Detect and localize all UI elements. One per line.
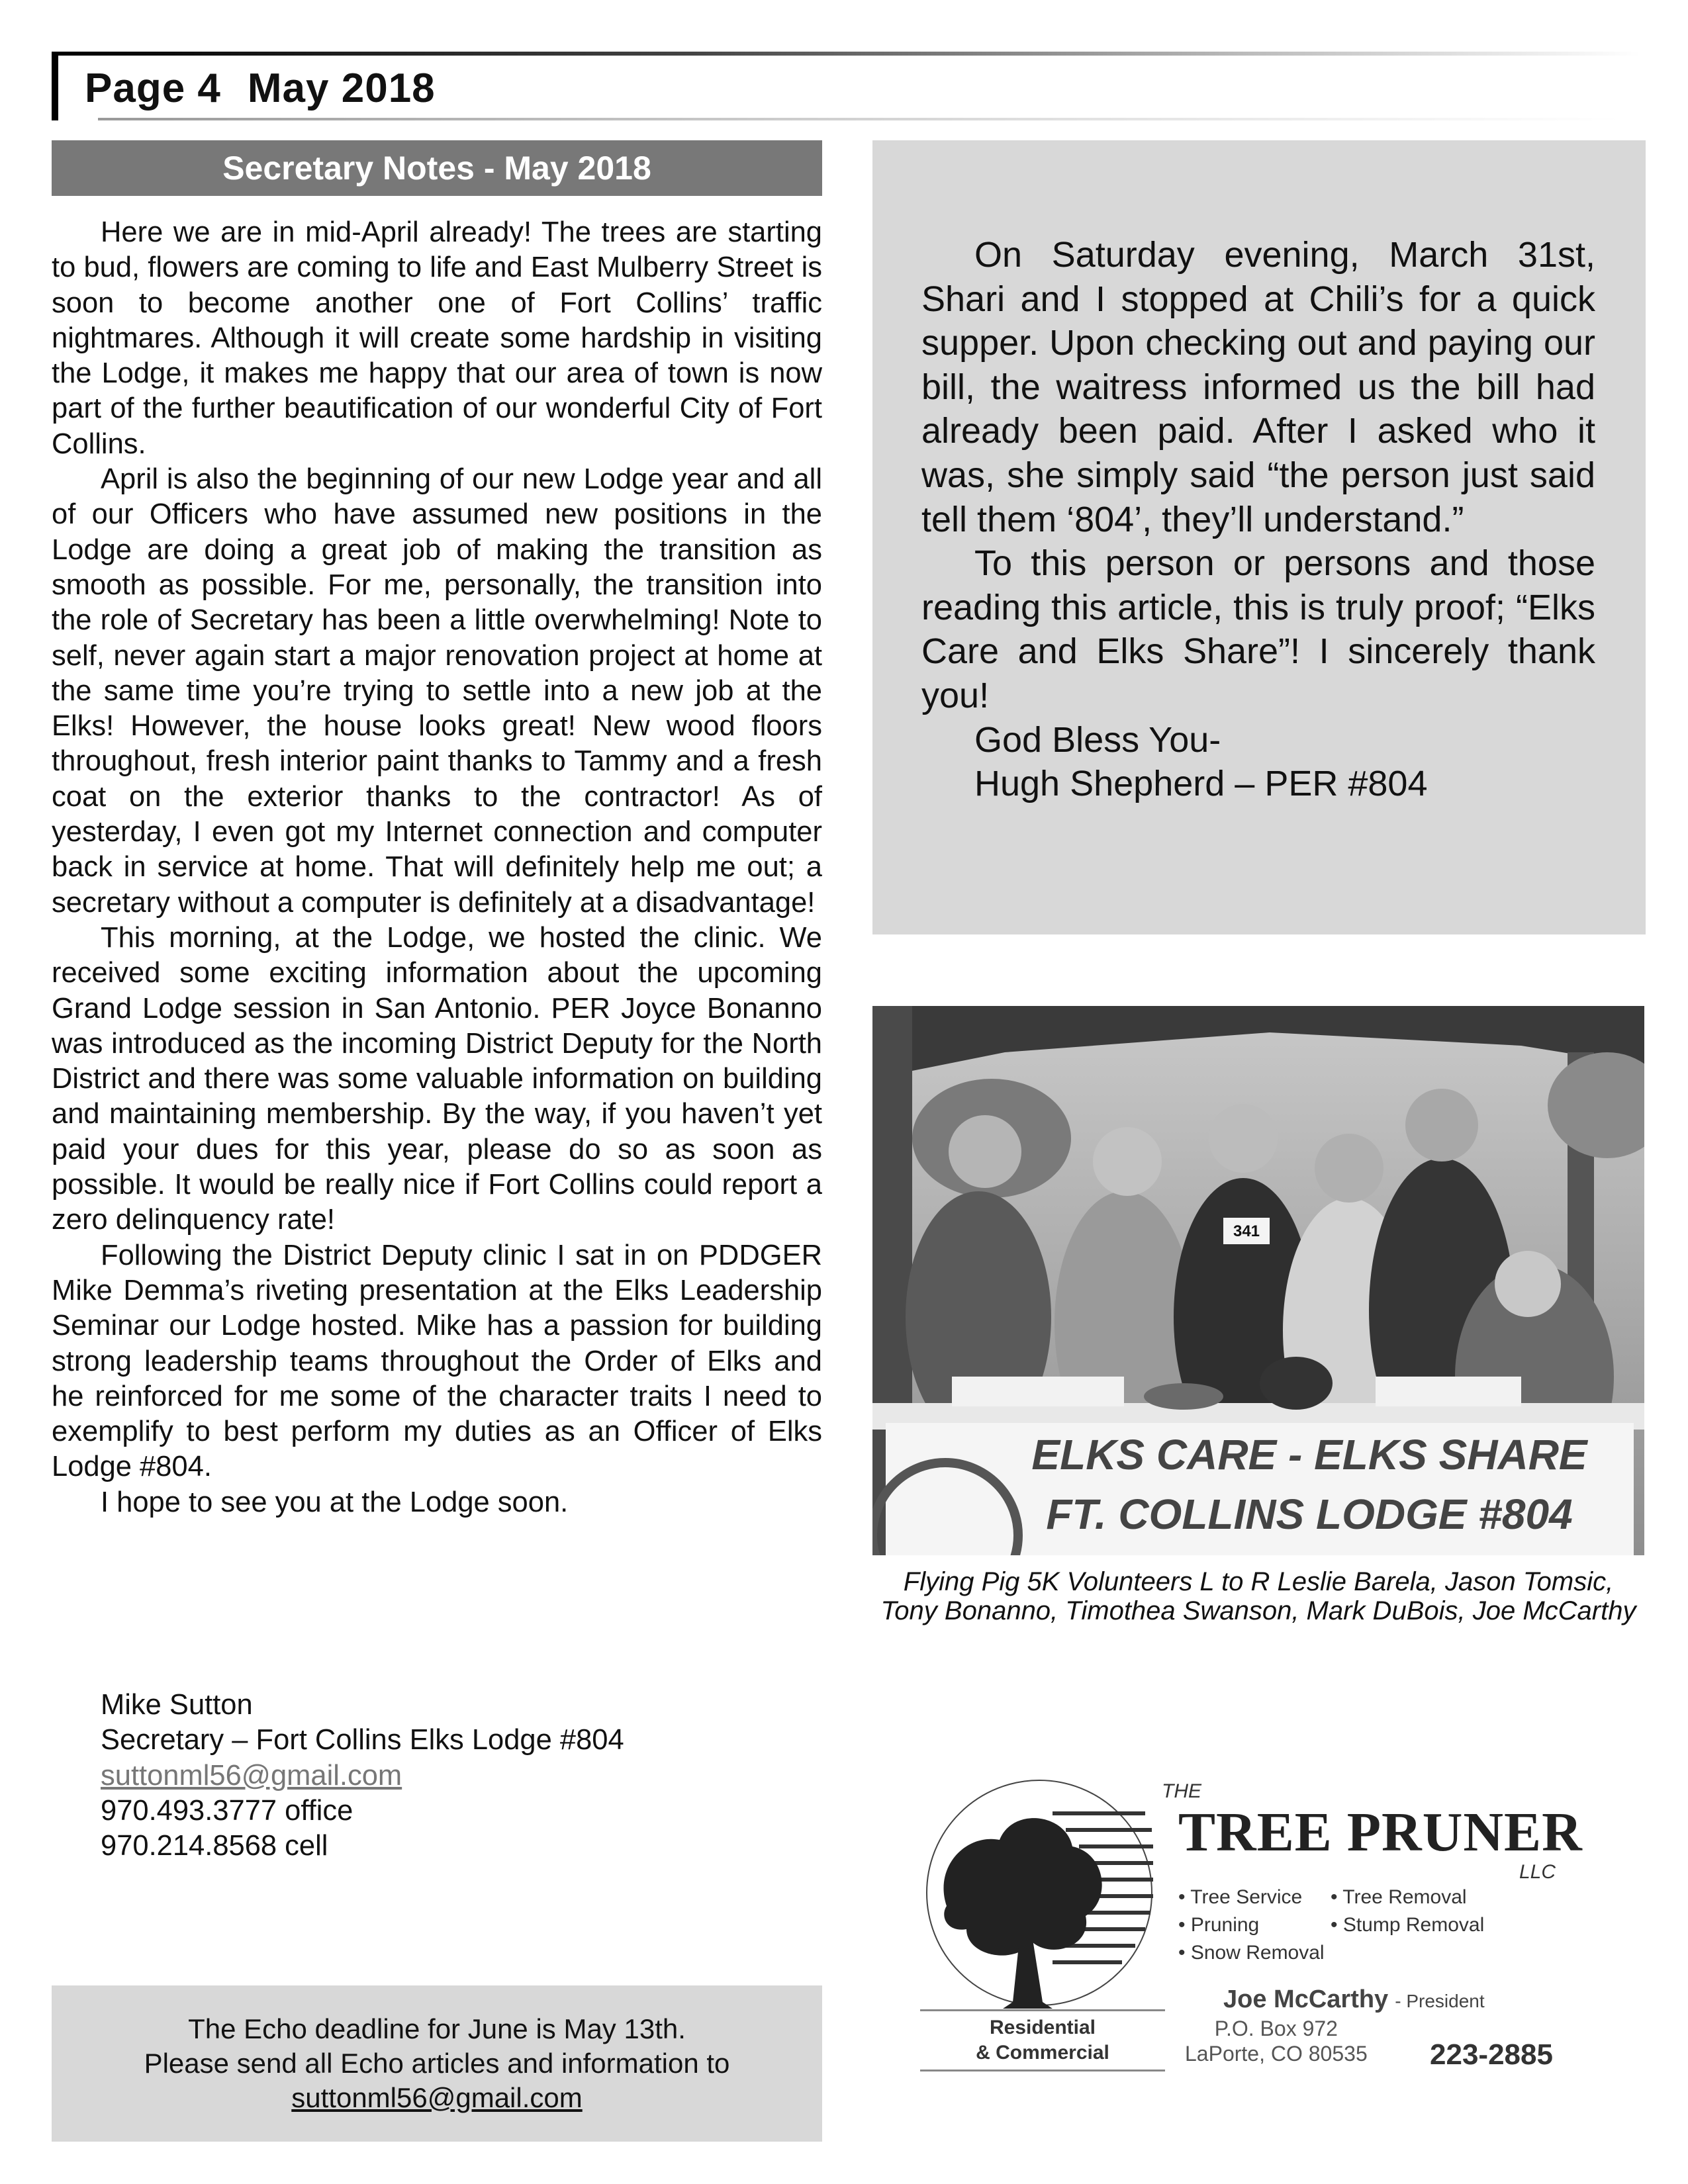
article-paragraph: April is also the beginning of our new Lodge year and all of our Officers who have assumed new positions in the Lodge are doing a great job of making the transition as smooth as possible. For me, personally, the transition into the role of Secretary has been a little overwhelming! Note to self, never again start a major renovation project at home at the same time you’re trying to settle into a new job at the Elks! However, the house looks great! New wood floors throughout, fresh interior paint thanks to Tammy and a fresh coat on the exterior thanks to the contractor! As of yesterday, I even got my Internet connection and computer back in service at home. That will definitely help me out; a secretary without a computer is definitely at a disadvantage! (52, 463, 822, 919)
brand-llc: LLC (1519, 1861, 1556, 1883)
article-paragraph: Here we are in mid-April already! The trees are starting to bud, flowers are coming to life and East Mulberry Street is soon to become another one of Fort Collins’ traffic nightmares. Although it will create some hardship in visiting the Lodge, it makes me happy that our area of town is now part of the further beautification of our wonderful City of Fort Collins. (52, 216, 822, 460)
thanks-closing: God Bless You- (974, 719, 1221, 760)
residential-commercial-label (920, 2009, 1165, 2071)
signature-email-link[interactable]: suttonml56@gmail.com (101, 1759, 402, 1792)
volunteers-photo (872, 1006, 1644, 1555)
service-item: • Stump Removal (1331, 1914, 1485, 1936)
banner-line-1: ELKS CARE - ELKS SHARE (1031, 1431, 1587, 1479)
photo-caption: Flying Pig 5K Volunteers L to R Leslie Barela, Jason Tomsic, Tony Bonanno, Timothea Swanson, Mark DuBois, Joe McCarthy (880, 1567, 1636, 1625)
po-box: P.O. Box 972 (1214, 2017, 1338, 2040)
service-item: • Pruning (1178, 1914, 1260, 1936)
service-item: • Tree Service (1178, 1886, 1303, 1908)
mailing-address (1185, 2016, 1368, 2066)
thanks-paragraph: To this person or persons and those reading this article, this is truly proof; “Elks Care and Elks Share”! I sincerely thank you! (921, 543, 1595, 715)
volunteers-photo-illustration (872, 1006, 1644, 1555)
thank-you-box (872, 140, 1646, 934)
brand-name: TREE PRUNER (1178, 1801, 1583, 1863)
service-item: • Tree Removal (1331, 1886, 1467, 1908)
secretary-signature (101, 1688, 624, 1864)
page-header (52, 52, 1640, 120)
banner-line-2: FT. COLLINS LODGE #804 (1046, 1490, 1573, 1538)
race-bib-number: 341 (1233, 1222, 1260, 1240)
signature-cell-phone: 970.214.8568 cell (101, 1830, 328, 1862)
commercial-label: & Commercial (976, 2042, 1109, 2064)
tree-pruner-ad (920, 1760, 1595, 2111)
secretary-notes-heading: Secretary Notes - May 2018 (52, 140, 822, 196)
page-title (85, 65, 462, 112)
president-line (1223, 1985, 1485, 2014)
tree-logo-icon (920, 1774, 1158, 2012)
brand-prefix: THE (1162, 1780, 1201, 1802)
deadline-line-1: The Echo deadline for June is May 13th. (188, 2013, 686, 2044)
ad-phone: 223-2885 (1430, 2038, 1553, 2071)
secretary-notes-article (52, 215, 822, 1520)
article-paragraph: Following the District Deputy clinic I sat in on PDDGER Mike Demma’s riveting presentation at the Elks Leadership Seminar our Lodge hosted. Mike has a passion for building strong leadership teams throughout the Order of Elks and he reinforced for me some of the character traits I need to exemplify to best perform my duties as an Officer of Elks Lodge #804. (52, 1239, 822, 1483)
issue-date: May 2018 (247, 66, 436, 111)
echo-deadline-box (52, 1985, 822, 2142)
signature-name: Mike Sutton (101, 1689, 253, 1721)
city-line: LaPorte, CO 80535 (1185, 2042, 1368, 2066)
header-rule (58, 52, 1640, 56)
page-number: Page 4 (85, 66, 221, 111)
thanks-paragraph: On Saturday evening, March 31st, Shari and I stopped at Chili’s for a quick supper. Upon checking out and paying our bill, the waitress informed us the bill had already been paid. After I asked who it was, she simply said “the person just said tell them ‘804’, they’ll understand.” (921, 235, 1595, 539)
article-paragraph: This morning, at the Lodge, we hosted the clinic. We received some exciting information about the upcoming Grand Lodge session in San Antonio. PER Joyce Bonanno was introduced as the incoming District Deputy for the North District and there was some valuable information on building and maintaining membership. By the way, if you haven’t yet paid your dues for this year, please do so as soon as possible. It would be really nice if Fort Collins could report a zero delinquency rate! (52, 921, 822, 1236)
deadline-email-link[interactable]: suttonml56@gmail.com (291, 2082, 583, 2113)
deadline-line-2: Please send all Echo articles and information to (144, 2048, 730, 2079)
thanks-author: Hugh Shepherd – PER #804 (974, 764, 1428, 804)
signature-title: Secretary – Fort Collins Elks Lodge #804 (101, 1724, 624, 1756)
president-name: Joe McCarthy (1223, 1985, 1389, 2013)
article-paragraph: I hope to see you at the Lodge soon. (101, 1486, 569, 1518)
residential-label: Residential (989, 2017, 1096, 2038)
header-bottom-rule (98, 118, 1620, 120)
president-title: - President (1395, 1991, 1485, 2011)
signature-office-phone: 970.493.3777 office (101, 1794, 353, 1827)
service-item: • Snow Removal (1178, 1942, 1325, 1964)
